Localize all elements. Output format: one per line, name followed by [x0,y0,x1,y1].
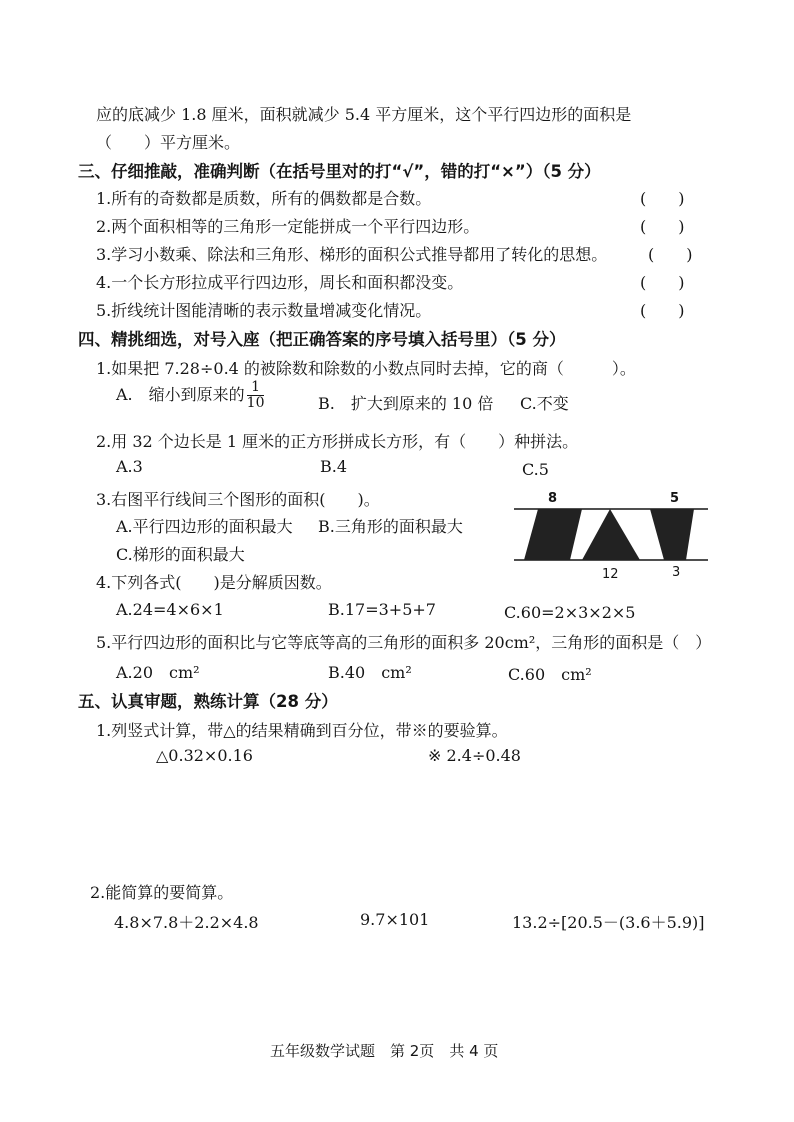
judge-item-1: 1.所有的奇数都是质数，所有的偶数都是合数。 [96,189,432,208]
section-5-title: 五、认真审题，熟练计算（28 分） [78,692,338,711]
calc-q2-stem: 2.能简算的要简算。 [90,883,234,902]
judge-item-2: 2.两个面积相等的三角形一定能拼成一个平行四边形。 [96,217,480,236]
choice-q1-option-b: B. 扩大到原来的 10 倍 [318,394,494,413]
section-3-title: 三、仔细推敲，准确判断（在括号里对的打“√”，错的打“×”）（5 分） [78,162,601,181]
fraction-numerator: 1 [247,380,265,396]
page-footer: 五年级数学试题 第 2页 共 4 页 [270,1042,499,1060]
choice-q1-option-a [116,380,266,411]
intro-line-2: （ ）平方厘米。 [96,133,241,152]
calc-q2-expression-2: 9.7×101 [360,910,430,929]
judge-answer-bracket-5[interactable]: ( ) [640,301,685,320]
choice-q5-option-a: A.20 cm² [116,663,200,682]
judge-answer-bracket-2[interactable]: ( ) [640,217,685,236]
choice-q3-stem: 3.右图平行线间三个图形的面积( )。 [96,490,380,509]
choice-q1-stem: 1.如果把 7.28÷0.4 的被除数和除数的小数点同时去掉，它的商（ ）。 [96,359,636,378]
intro-line-1: 应的底减少 1.8 厘米，面积就减少 5.4 平方厘米，这个平行四边形的面积是 [96,105,632,124]
judge-item-5: 5.折线统计图能清晰的表示数量增减变化情况。 [96,301,432,320]
judge-item-4: 4.一个长方形拉成平行四边形，周长和面积都没变。 [96,273,464,292]
figure-label-5: 5 [670,491,680,506]
calc-q2-expression-1: 4.8×7.8＋2.2×4.8 [114,913,259,932]
judge-answer-bracket-3[interactable]: ( ) [648,245,693,264]
fraction-one-tenth [247,380,265,411]
choice-q2-stem: 2.用 32 个边长是 1 厘米的正方形拼成长方形，有（ ）种拼法。 [96,432,579,451]
choice-q4-option-c: C.60=2×3×2×5 [504,603,636,622]
choice-q4-option-b: B.17=3+5+7 [328,600,436,619]
choice-q2-option-b: B.4 [320,457,348,476]
judge-answer-bracket-4[interactable]: ( ) [640,273,685,292]
trapezoid-shape [650,509,694,560]
choice-q3-option-b: B.三角形的面积最大 [318,517,463,536]
choice-q4-option-a: A.24=4×6×1 [116,600,224,619]
calc-q2-expression-3: 13.2÷[20.5－(3.6＋5.9)] [512,913,705,932]
parallel-lines-figure [510,486,710,586]
section-4-title: 四、精挑细选，对号入座（把正确答案的序号填入括号里）（5 分） [78,330,566,349]
figure-label-8: 8 [548,491,558,506]
choice-q4-stem: 4.下列各式( )是分解质因数。 [96,573,332,592]
calc-q1-expression-1: △0.32×0.16 [156,746,253,765]
judge-item-3: 3.学习小数乘、除法和三角形、梯形的面积公式推导都用了转化的思想。 [96,245,608,264]
calc-q1-expression-2: ※ 2.4÷0.48 [428,746,521,765]
judge-answer-bracket-1[interactable]: ( ) [640,189,685,208]
calc-q1-stem: 1.列竖式计算，带△的结果精确到百分位，带※的要验算。 [96,721,508,740]
choice-q3-option-c: C.梯形的面积最大 [116,545,245,564]
choice-q3-option-a: A.平行四边形的面积最大 [116,517,293,536]
figure-label-12: 12 [602,567,619,582]
choice-q5-stem: 5.平行四边形的面积比与它等底等高的三角形的面积多 20cm²，三角形的面积是（ ） [96,633,712,652]
choice-q5-option-c: C.60 cm² [508,665,592,684]
parallelogram-shape [524,509,582,560]
fraction-denominator: 10 [246,395,265,411]
triangle-shape [582,509,640,560]
figure-label-3: 3 [672,565,681,580]
choice-q2-option-c: C.5 [522,460,549,479]
choice-q2-option-a: A.3 [116,457,143,476]
choice-q5-option-b: B.40 cm² [328,663,412,682]
choice-q1-option-a-label: A. 缩小到原来的 [116,385,245,404]
choice-q1-option-c: C.不变 [520,394,569,413]
